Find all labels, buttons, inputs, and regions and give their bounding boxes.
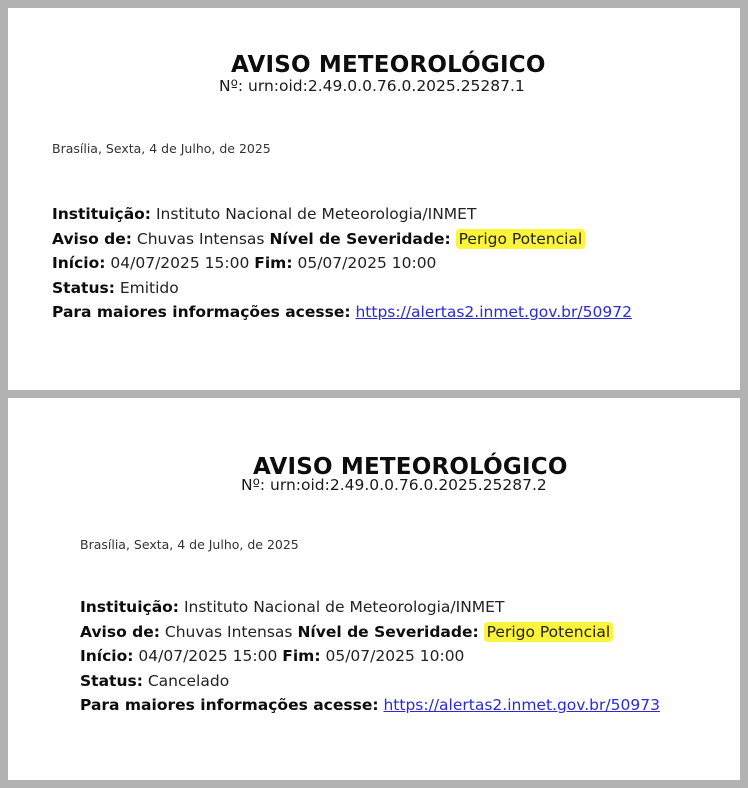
instituicao-value: Instituto Nacional de Meteorologia/INMET [155,205,477,223]
alert-date-line: Brasília, Sexta, 4 de Julho, de 2025 [52,141,271,156]
period-row [80,644,660,669]
inicio-value: 04/07/2025 15:00 [110,254,250,272]
severity-badge: Perigo Potencial [456,229,586,249]
status-label: Status: [52,278,115,297]
instituicao-row [52,202,632,227]
alert-panel-2 [8,398,740,780]
status-value: Emitido [119,278,179,297]
alert-date-line: Brasília, Sexta, 4 de Julho, de 2025 [80,537,299,552]
aviso-de-label: Aviso de: [80,622,160,641]
alert-number: Nº: urn:oid:2.49.0.0.76.0.2025.25287.1 [219,77,525,95]
instituicao-label: Instituição: [52,205,152,223]
inicio-label: Início: [80,647,134,665]
alert-title: AVISO METEOROLÓGICO [253,454,568,480]
alert-panel-1 [8,8,740,390]
alert-title: AVISO METEOROLÓGICO [231,52,546,78]
alert-number: Nº: urn:oid:2.49.0.0.76.0.2025.25287.2 [241,476,547,494]
inicio-value: 04/07/2025 15:00 [138,647,278,665]
instituicao-row [80,595,660,620]
aviso-de-value: Chuvas Intensas [136,229,265,248]
alert-link[interactable]: https://alertas2.inmet.gov.br/50973 [383,696,660,714]
fim-value: 05/07/2025 10:00 [297,254,437,272]
period-row [52,251,632,276]
aviso-row [80,620,660,645]
status-value: Cancelado [147,671,230,690]
more-info-label: Para maiores informações acesse: [80,696,379,714]
alert-details [80,595,660,718]
severity-badge: Perigo Potencial [484,622,614,642]
severity-label: Nível de Severidade: [297,622,479,641]
instituicao-value: Instituto Nacional de Meteorologia/INMET [183,598,505,616]
aviso-de-label: Aviso de: [52,229,132,248]
status-row [80,669,660,694]
instituicao-label: Instituição: [80,598,180,616]
status-row [52,276,632,301]
fim-label: Fim: [282,647,321,665]
aviso-de-value: Chuvas Intensas [164,622,293,641]
alert-details [52,202,632,325]
alert-link[interactable]: https://alertas2.inmet.gov.br/50972 [355,303,632,321]
aviso-row [52,227,632,252]
fim-value: 05/07/2025 10:00 [325,647,465,665]
more-info-row [52,300,632,325]
more-info-label: Para maiores informações acesse: [52,303,351,321]
inicio-label: Início: [52,254,106,272]
more-info-row [80,693,660,718]
severity-label: Nível de Severidade: [269,229,451,248]
fim-label: Fim: [254,254,293,272]
status-label: Status: [80,671,143,690]
